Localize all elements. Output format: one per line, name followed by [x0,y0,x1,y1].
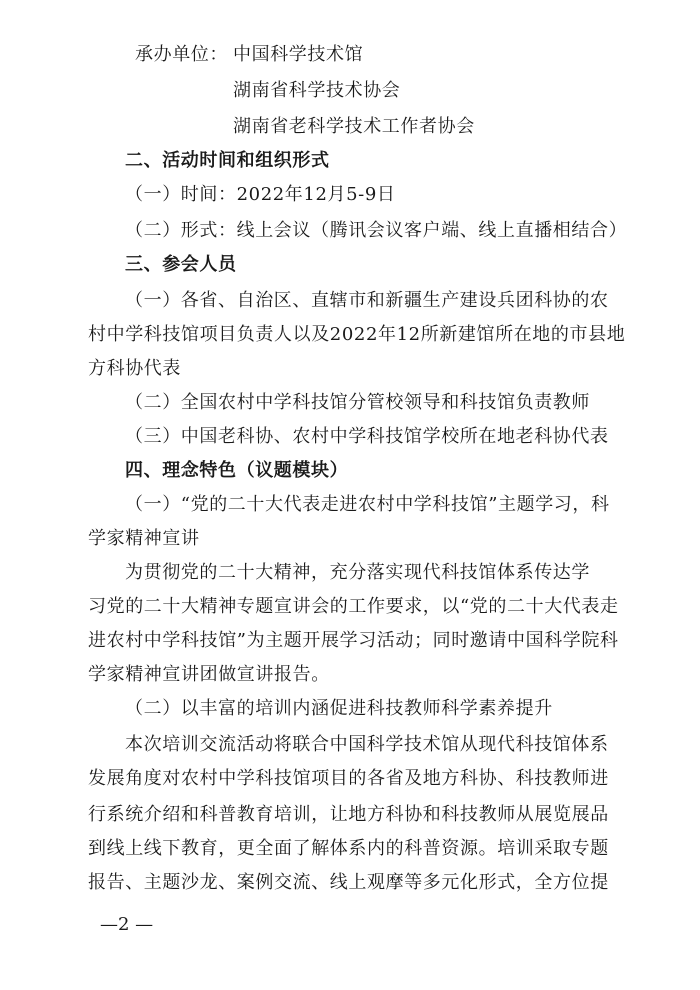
organizer-unit-1: 中国科学技术馆 [233,44,364,65]
organizer-label: 承办单位： [135,44,228,65]
participants-item1-line2: 村中学科技馆项目负责人以及2022年12所新建馆所在地的市县地 [88,324,626,345]
features-sub1-line1: （一）“党的二十大代表走进农村中学科技馆”主题学习，科 [125,494,610,515]
participants-item2: （二）全国农村中学科技馆分管校领导和科技馆负责教师 [125,392,590,413]
organizer-unit-2: 湖南省科学技术协会 [233,80,401,101]
features-sub2: （二）以丰富的培训内涵促进科技教师科学素养提升 [125,698,553,719]
participants-item3: （三）中国老科协、农村中学科技馆学校所在地老科协代表 [125,426,609,447]
page-number: —2 — [100,914,154,935]
features-para1-line2: 习党的二十大精神专题宣讲会的工作要求，以“党的二十大代表走 [88,596,619,617]
features-para2-line1: 本次培训交流活动将联合中国科学技术馆从现代科技馆体系 [125,734,609,755]
section-heading-participants: 三、参会人员 [125,254,237,275]
features-para1-line3: 进农村中学科技馆”为主题开展学习活动；同时邀请中国科学院科 [88,630,619,651]
features-para1-line1: 为贯彻党的二十大精神，充分落实现代科技馆体系传达学 [125,562,590,583]
section-heading-time-form: 二、活动时间和组织形式 [125,150,330,171]
features-sub1-line2: 学家精神宣讲 [88,528,200,549]
organizer-unit-3: 湖南省老科学技术工作者协会 [233,116,475,137]
features-para1-line4: 学家精神宣讲团做宣讲报告。 [88,664,330,685]
features-para2-line3: 行系统介绍和科普教育培训，让地方科协和科技教师从展览展品 [88,804,609,825]
participants-item1-line3: 方科协代表 [88,358,181,379]
section-heading-features: 四、理念特色（议题模块） [125,460,349,481]
time-line: （一）时间：2022年12月5-9日 [125,184,396,205]
features-para2-line5: 报告、主题沙龙、案例交流、线上观摩等多元化形式，全方位提 [88,872,609,893]
form-line: （二）形式：线上会议（腾讯会议客户端、线上直播相结合） [125,220,628,241]
features-para2-line4: 到线上线下教育，更全面了解体系内的科普资源。培训采取专题 [88,838,609,859]
features-para2-line2: 发展角度对农村中学科技馆项目的各省及地方科协、科技教师进 [88,768,609,789]
participants-item1-line1: （一）各省、自治区、直辖市和新疆生产建设兵团科协的农 [125,290,609,311]
